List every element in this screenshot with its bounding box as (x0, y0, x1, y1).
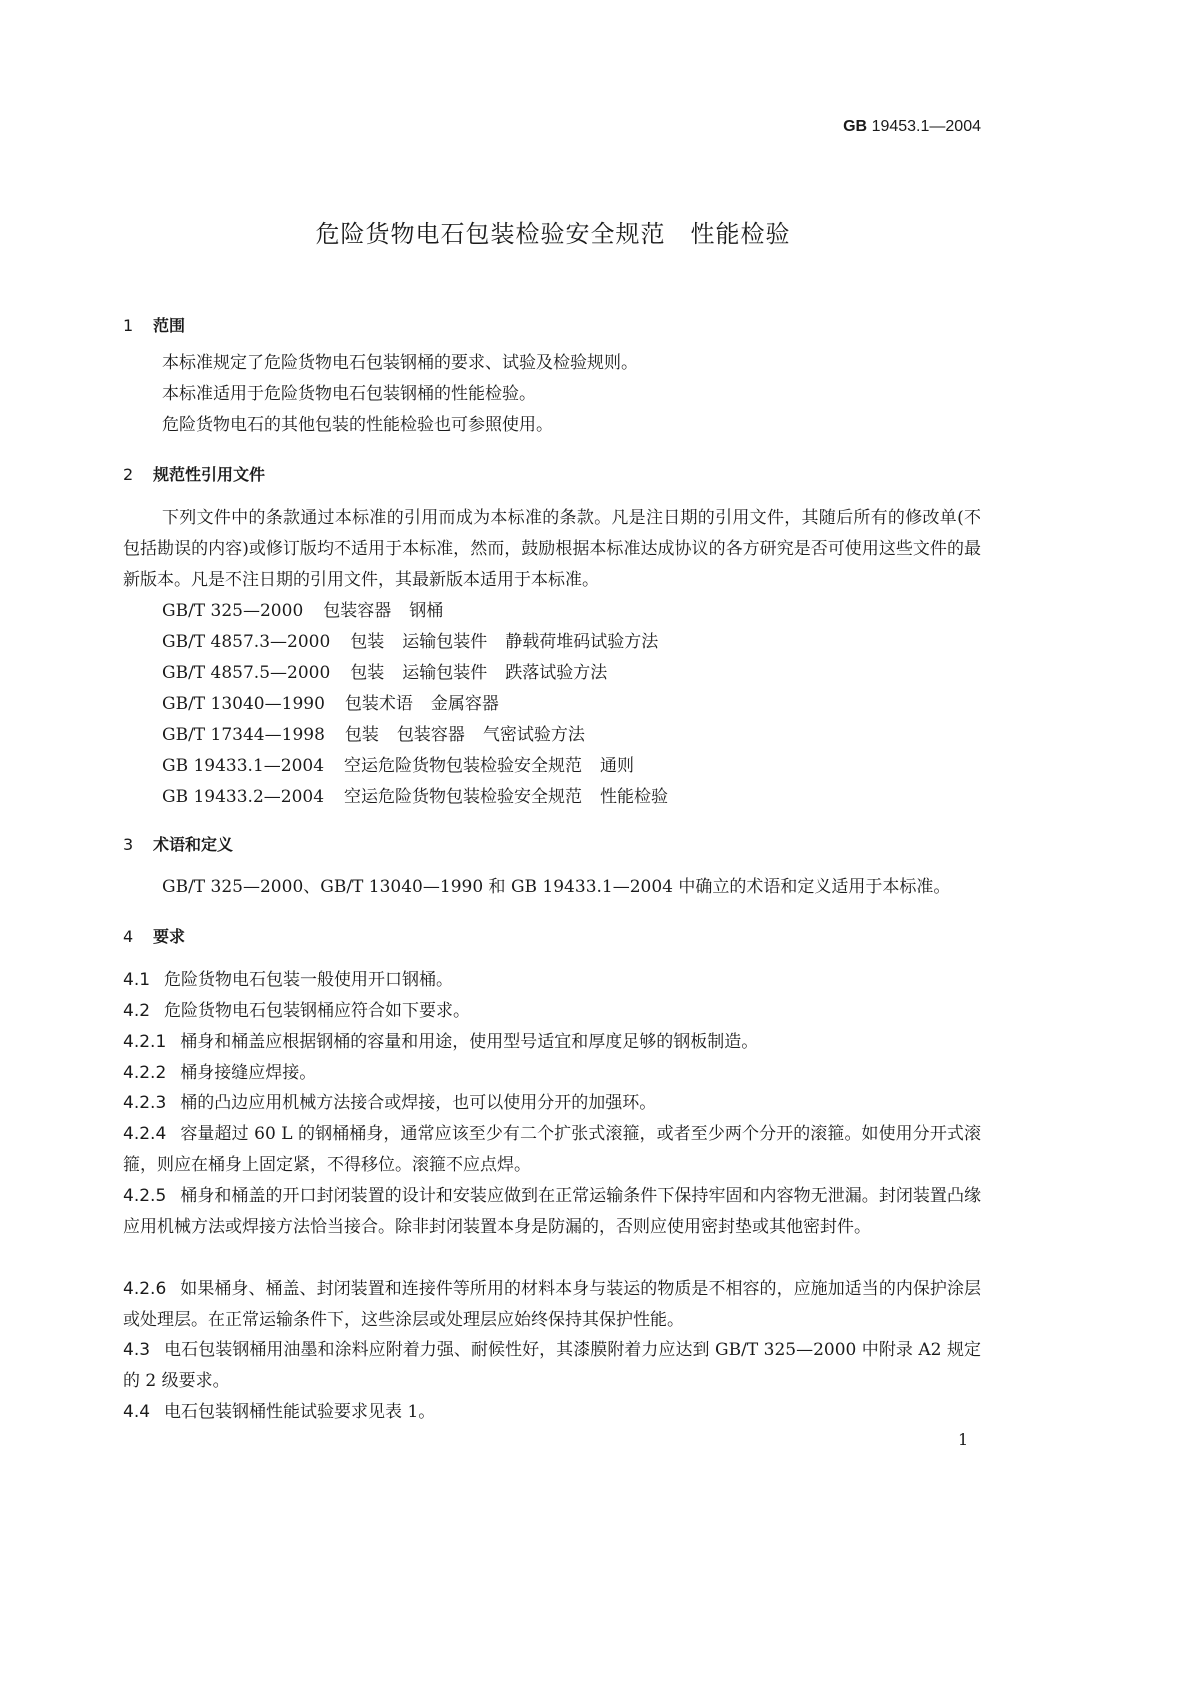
clause-number: 4.1 (123, 970, 151, 990)
clause-number: 4.2.2 (123, 1063, 167, 1083)
reference-title-part: 包装 (350, 663, 385, 683)
reference-code: GB/T 4857.5—2000 (162, 663, 331, 683)
clause-number: 4.2.3 (123, 1093, 167, 1113)
page-title: 危险货物电石包装检验安全规范 性能检验 (315, 220, 791, 248)
section-title: 术语和定义 (153, 835, 234, 854)
clause-text: 危险货物电石包装钢桶应符合如下要求。 (164, 1001, 471, 1021)
reference-title-part: 钢桶 (409, 601, 444, 621)
section-title: 范围 (153, 316, 186, 335)
clause-text: 电石包装钢桶性能试验要求见表 1。 (164, 1402, 436, 1422)
reference-item (162, 627, 676, 658)
clause (123, 1027, 981, 1058)
reference-item (162, 658, 625, 689)
reference-title-part: 气密试验方法 (482, 725, 585, 745)
reference-title-part: 通则 (600, 756, 635, 776)
section-title: 要求 (153, 927, 186, 946)
reference-title-part: 空运危险货物包装检验安全规范 (344, 787, 583, 807)
reference-code: GB/T 17344—1998 (162, 725, 325, 745)
standard-number (843, 118, 981, 136)
scope-line: 本标准规定了危险货物电石包装钢桶的要求、试验及检验规则。 (162, 353, 638, 373)
clause-text: 如果桶身、桶盖、封闭装置和连接件等所用的材料本身与装运的物质是不相容的，应施加适当的内保护涂层或处理层。在正常运输条件下，这些涂层或处理层应始终保持其保护性能。 (123, 1279, 981, 1330)
std-prefix: GB (843, 118, 868, 135)
reference-title-part: 包装 (350, 632, 385, 652)
clause-text: 危险货物电石包装一般使用开口钢桶。 (164, 970, 454, 990)
clause-number: 4.2.6 (123, 1279, 167, 1299)
page-number: 1 (958, 1430, 969, 1449)
reference-code: GB 19433.2—2004 (162, 787, 325, 807)
reference-code: GB/T 13040—1990 (162, 694, 325, 714)
section-num: 4 (123, 927, 134, 946)
clause-number: 4.2.4 (123, 1124, 167, 1144)
reference-title-part: 性能检验 (600, 787, 669, 807)
clause-text: 桶身和桶盖应根据钢桶的容量和用途，使用型号适宜和厚度足够的钢板制造。 (180, 1032, 759, 1052)
clause-text: 电石包装钢桶用油墨和涂料应附着力强、耐候性好，其漆膜附着力应达到 GB/T 325—2000 中附录 A2 规定的 2 级要求。 (123, 1340, 981, 1391)
reference-title-part: 包装 (344, 725, 379, 745)
clause (123, 1181, 981, 1243)
reference-title-part: 静载荷堆码试验方法 (505, 632, 659, 652)
section-heading-3 (123, 832, 233, 855)
reference-item (162, 596, 461, 627)
clause-text: 容量超过 60 L 的钢桶桶身，通常应该至少有二个扩张式滚箍，或者至少两个分开的滚箍。如使用分开式滚箍，则应在桶身上固定紧，不得移位。滚箍不应点焊。 (123, 1124, 981, 1175)
reference-title-part: 包装术语 (344, 694, 413, 714)
clause-number: 4.4 (123, 1402, 151, 1422)
clause (123, 1119, 981, 1181)
section-num: 3 (123, 835, 134, 854)
clause-number: 4.2 (123, 1001, 151, 1021)
references-intro: 下列文件中的条款通过本标准的引用而成为本标准的条款。凡是注日期的引用文件，其随后所有的修改单(不包括勘误的内容)或修订版均不适用于本标准，然而，鼓励根据本标准达成协议的各方研究是否可使用这些文件的最新版本。凡是不注日期的引用文件，其最新版本适用于本标准。 (123, 508, 981, 590)
section-heading-2 (123, 462, 265, 485)
terms-paragraph: GB/T 325—2000、GB/T 13040—1990 和 GB 19433.1—2004 中确立的术语和定义适用于本标准。 (162, 877, 951, 897)
reference-title-part: 包装容器 (323, 601, 392, 621)
reference-title-part: 运输包装件 (402, 632, 488, 652)
section-heading-1 (123, 313, 185, 336)
reference-item (162, 720, 603, 751)
reference-code: GB/T 4857.3—2000 (162, 632, 331, 652)
section-title: 规范性引用文件 (153, 465, 266, 484)
std-number: 19453.1—2004 (871, 118, 981, 135)
reference-code: GB 19433.1—2004 (162, 756, 325, 776)
section-num: 1 (123, 316, 134, 335)
scope-line: 危险货物电石的其他包装的性能检验也可参照使用。 (162, 415, 553, 435)
reference-title-part: 金属容器 (430, 694, 499, 714)
reference-title-part: 跌落试验方法 (505, 663, 608, 683)
clause-text: 桶身和桶盖的开口封闭装置的设计和安装应做到在正常运输条件下保持牢固和内容物无泄漏。封闭装置凸缘应用机械方法或焊接方法恰当接合。除非封闭装置本身是防漏的，否则应使用密封垫或其他密封件。 (123, 1186, 981, 1237)
clause-number: 4.3 (123, 1340, 151, 1360)
clause-text: 桶的凸边应用机械方法接合或焊接，也可以使用分开的加强环。 (180, 1093, 657, 1113)
scope-line: 本标准适用于危险货物电石包装钢桶的性能检验。 (162, 384, 536, 404)
reference-item (162, 751, 652, 782)
clause (123, 965, 981, 996)
clause-number: 4.2.5 (123, 1186, 167, 1206)
reference-title-part: 运输包装件 (402, 663, 488, 683)
clause (123, 1397, 981, 1428)
clause (123, 1335, 981, 1397)
clause (123, 1088, 981, 1119)
clause (123, 996, 981, 1027)
reference-title-part: 包装容器 (396, 725, 465, 745)
clause (123, 1274, 981, 1336)
reference-code: GB/T 325—2000 (162, 601, 304, 621)
reference-item (162, 689, 517, 720)
clause-text: 桶身接缝应焊接。 (180, 1063, 317, 1083)
reference-item (162, 782, 686, 813)
reference-title-part: 空运危险货物包装检验安全规范 (344, 756, 583, 776)
clause-number: 4.2.1 (123, 1032, 167, 1052)
section-num: 2 (123, 465, 134, 484)
clause (123, 1058, 981, 1089)
section-heading-4 (123, 924, 185, 947)
